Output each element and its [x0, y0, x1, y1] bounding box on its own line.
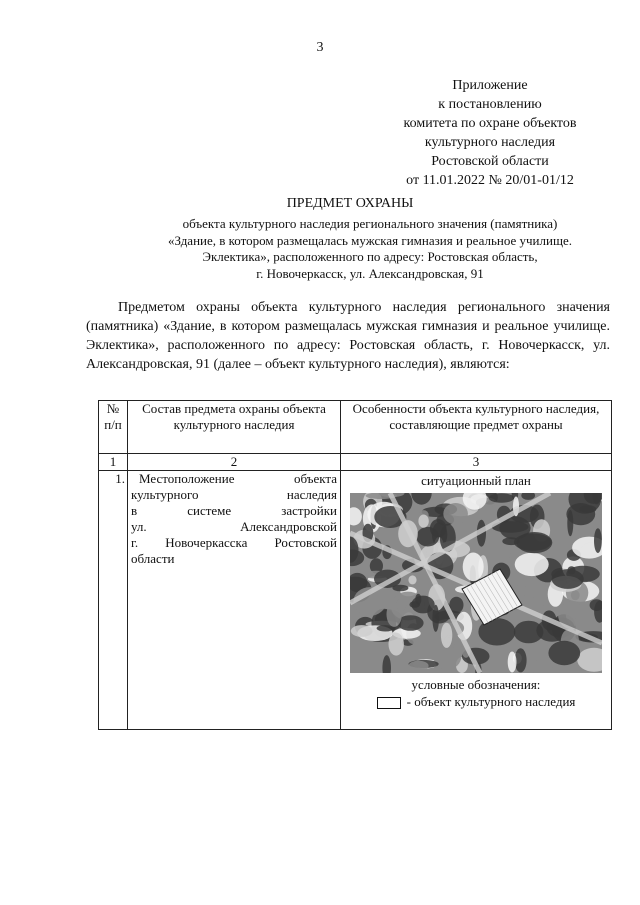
location-line: Местоположение объекта — [139, 471, 337, 486]
legend-item-label: - объект культурного наследия — [406, 694, 576, 709]
legend-caption: условные обозначения: — [411, 677, 541, 692]
location-line: ул. Александровской — [131, 519, 337, 534]
legend-outline-swatch — [377, 697, 401, 709]
subtitle-line: г. Новочеркасск, ул. Александровская, 91 — [256, 265, 484, 281]
column-number: 2 — [128, 454, 341, 471]
page-number: 3 — [316, 40, 324, 55]
protection-table — [98, 400, 612, 730]
subtitle-line: объекта культурного наследия регионального значения (памятника) — [182, 216, 558, 231]
location-description — [128, 471, 341, 730]
site-plan-map — [350, 493, 602, 673]
subtitle-line: «Здание, в котором размещалась мужская гимназия и реальное училище. — [168, 232, 572, 248]
header-number: № п/п — [99, 401, 128, 454]
table-column-numbers-row — [99, 454, 612, 471]
appendix-line: от 11.01.2022 № 20/01-01/12 — [406, 173, 574, 188]
location-line: области — [131, 551, 175, 566]
header-composition: Состав предмета охраны объекта культурного наследия — [128, 401, 341, 454]
column-number: 3 — [341, 454, 612, 471]
appendix-block — [360, 76, 620, 190]
row-number: 1. — [99, 471, 128, 730]
subtitle-line: Эклектика», расположенного по адресу: Ростовская область, — [202, 249, 538, 264]
location-line: в системе застройки — [131, 503, 337, 518]
column-number: 1 — [99, 454, 128, 471]
features-cell — [341, 471, 612, 730]
appendix-line: культурного наследия — [424, 135, 556, 150]
site-plan-caption: ситуационный план — [421, 473, 531, 488]
document-title: ПРЕДМЕТ ОХРАНЫ — [286, 196, 414, 211]
location-line: культурного наследия — [131, 487, 337, 502]
document-subtitle — [100, 216, 640, 282]
location-line: г. Новочеркасска Ростовской — [131, 535, 337, 550]
appendix-line: Ростовской области — [431, 154, 549, 169]
appendix-line: Приложение — [452, 78, 528, 93]
appendix-line: к постановлению — [438, 97, 542, 112]
appendix-line: комитета по охране объектов — [403, 116, 577, 131]
header-features: Особенности объекта культурного наследия, составляющие предмет охраны — [341, 401, 612, 454]
table-header-row — [99, 401, 612, 454]
intro-paragraph: Предметом охраны объекта культурного наследия регионального значения (памятника) «Здание, в котором размещалась мужская гимназия и реальное училище. Эклектика», расположенного по адресу: Ростовская область, г. Новочеркасск, ул. Александровская, 91 (далее – объект культурного наследия), являются: — [86, 300, 610, 372]
legend-row — [344, 694, 608, 710]
table-row — [99, 471, 612, 730]
